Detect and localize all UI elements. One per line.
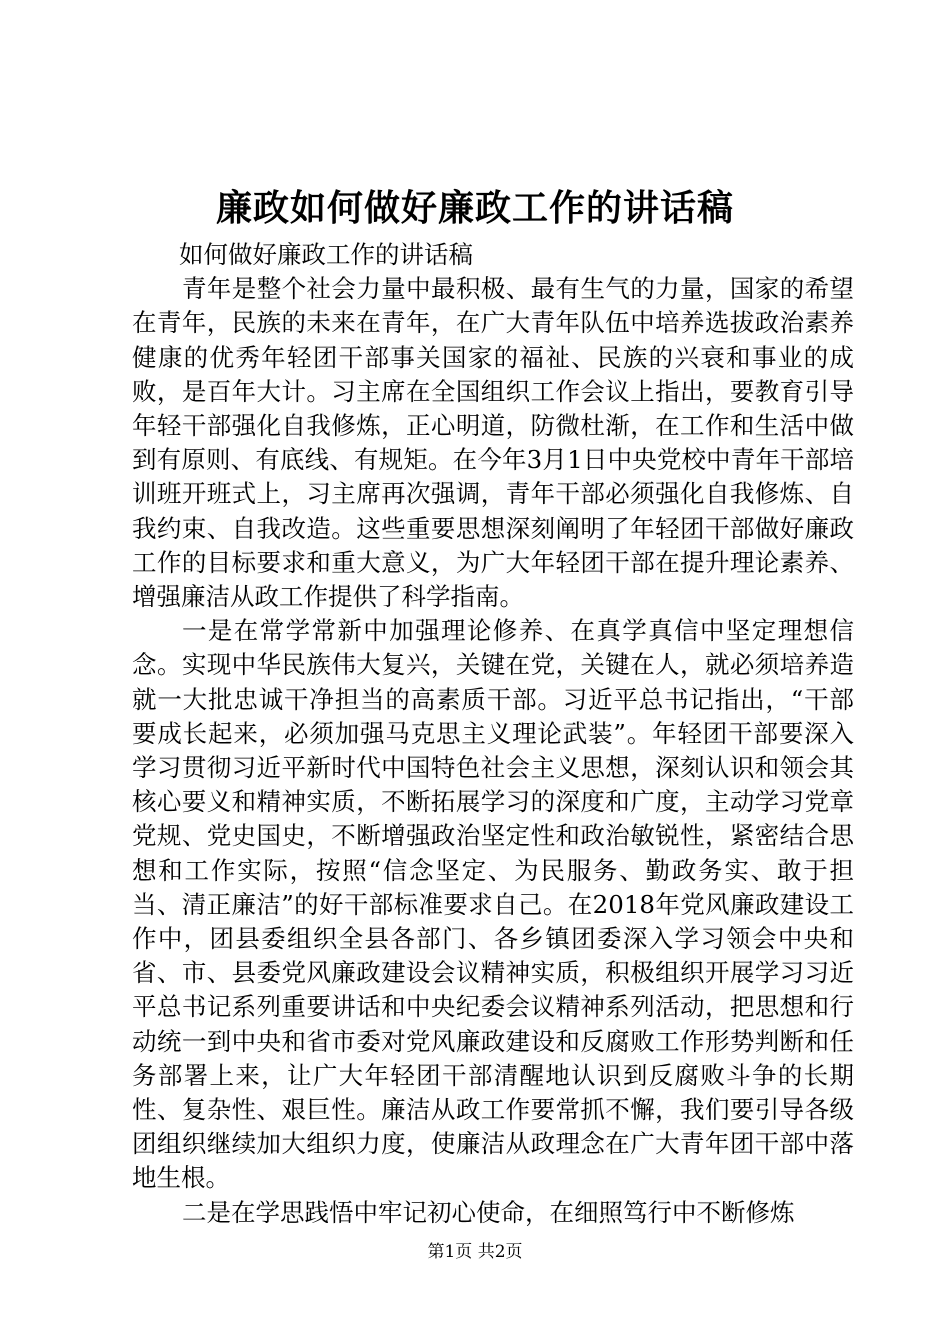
document-title: 廉政如何做好廉政工作的讲话稿 xyxy=(215,187,734,229)
document-body xyxy=(132,238,854,1230)
document-subtitle: 如何做好廉政工作的讲话稿 xyxy=(179,240,473,269)
paragraph-point-two: 二是在学思践悟中牢记初心使命，在细照笃行中不断修炼 xyxy=(182,1197,795,1227)
page-footer: 第1页 共2页 xyxy=(427,1242,523,1262)
paragraph-point-one: 一是在常学常新中加强理论修养、在真学真信中坚定理想信念。实现中华民族伟大复兴，关键在党，关键在人，就必须培养造就一大批忠诚干净担当的高素质干部。习近平总书记指出，“干部要成长起来，必须加强马克思主义理论武装”。年轻团干部要深入学习贯彻习近平新时代中国特色社会主义思想，深刻认识和领会其核心要义和精神实质，不断拓展学习的深度和广度，主动学习党章党规、党史国史，不断增强政治坚定性和政治敏锐性，紧密结合思想和工作实际，按照“信念坚定、为民服务、勤政务实、敢于担当、清正廉洁”的好干部标准要求自己。在2018年党风廉政建设工作中，团县委组织全县各部门、各乡镇团委深入学习领会中央和省、市、县委党风廉政建设会议精神实质，积极组织开展学习习近平总书记系列重要讲话和中央纪委会议精神系列活动，把思想和行动统一到中央和省市委对党风廉政建设和反腐败工作形势判断和任务部署上来，让广大年轻团干部清醒地认识到反腐败斗争的长期性、复杂性、艰巨性。廉洁从政工作要常抓不懈，我们要引导各级团组织继续加大组织力度，使廉洁从政理念在广大青年团干部中落地生根。 xyxy=(132,616,854,1193)
paragraph-intro: 青年是整个社会力量中最积极、最有生气的力量，国家的希望在青年，民族的未来在青年，在广大青年队伍中培养选拔政治素养健康的优秀年轻团干部事关国家的福祉、民族的兴衰和事业的成败，是百年大计。习主席在全国组织工作会议上指出，要教育引导年轻干部强化自我修炼，正心明道，防微杜渐，在工作和生活中做到有原则、有底线、有规矩。在今年3月1日中央党校中青年干部培训班开班式上，习主席再次强调，青年干部必须强化自我修炼、自我约束、自我改造。这些重要思想深刻阐明了年轻团干部做好廉政工作的目标要求和重大意义，为广大年轻团干部在提升理论素养、增强廉洁从政工作提供了科学指南。 xyxy=(132,274,854,612)
